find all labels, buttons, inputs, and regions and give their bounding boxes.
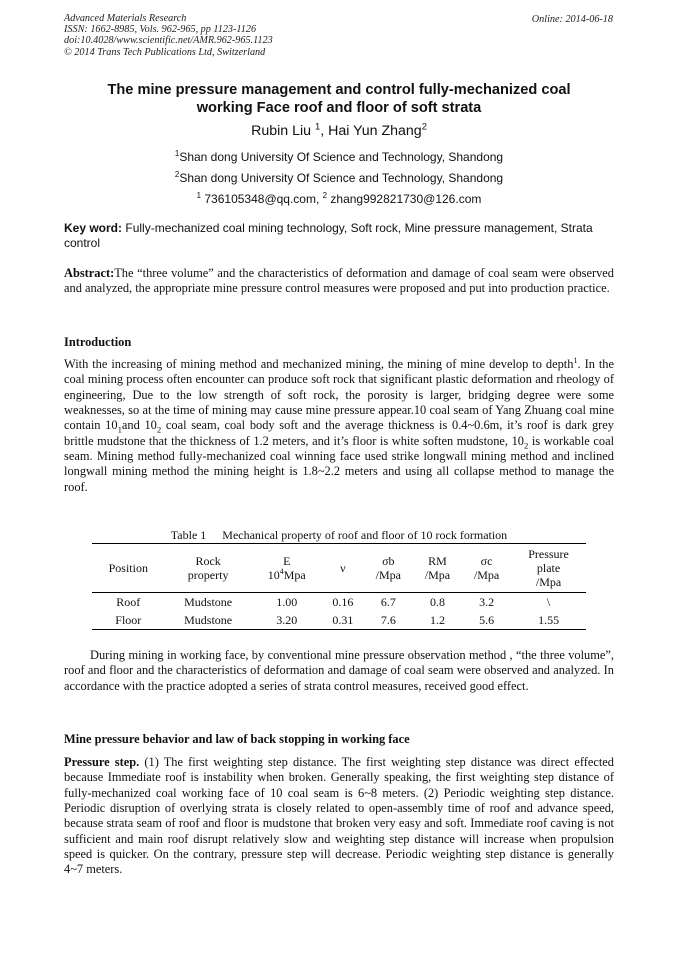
cell-sc: 5.6 [462,611,511,630]
col-sb-line1: σb [382,554,395,568]
email-2-marker: 2 [322,191,328,200]
keywords [64,221,614,251]
post-table-paragraph: During mining in working face, by conventional mine pressure observation method , “the three volume”, roof and floor and the characteristics of deformation and damage of coal seam were observed and analyzed. In accordance with the practice adopted a series of strata control measures, received good effect. [64,648,614,693]
pressure-step-text: (1) The first weighting step distance. The first weighting step distance was direct effected because Immediate roof is instability when broken. Generally speaking, the first weighting step distance of fully-mechanized coal working face of 10 coal seam is 6~8 meters. (2) Periodic weighting step distance. Periodic disruption of overlying strata is closely related to open-assembly time of roof and advance speed, because strata seam of roof and floor is mudstone that broken very easy and soft. Immediate roof caving is not sufficient and main roof disrupt relatively slow and weighting step distance will increase when propulsion speed is quicker. On the contrary, pressure step will decrease. Periodic weighting step distance is generally 4~7 meters. [64,755,614,877]
abstract-label: Abstract: [64,266,115,280]
col-rm-line2: /Mpa [424,568,451,582]
col-e-base: 10 [267,568,280,582]
paper-title [64,82,614,117]
author-1: Rubin Liu [251,123,312,139]
intro-text-b: . In the coal mining process often encounter can produce soft rock that significant plastic deformation and rheology of engineering, Due to the low strength of soft rock, the porosity is larger, bridging degree were some weaknesses, so at the time of mining may cause mine pressure appear.10 coal seam of Yang Zhuang coal mine contain 10 [64,357,614,433]
affiliation-1 [64,150,614,164]
email-2: zhang992821730@126.com [330,192,482,206]
col-pp-line1: Pressure [528,547,569,561]
cell-sb: 6.7 [380,595,396,609]
cell-e: 3.20 [252,611,322,630]
author-separator: , [320,123,329,139]
subscript: 1 [117,424,122,435]
cell-nu: 0.31 [322,611,364,630]
affiliation-2-marker: 2 [174,170,180,179]
author-1-marker: 1 [314,121,321,132]
cell-pp: \ [546,595,551,609]
intro-text-c: and 10 [121,418,157,433]
col-sc-line2: /Mpa [473,568,500,582]
affiliation-2-text: Shan dong University Of Science and Technology, Shandong [179,171,504,185]
email-1-marker: 1 [196,191,202,200]
col-rock-property [165,544,252,593]
col-e [252,544,322,593]
reference-marker: 1 [573,355,578,365]
table-caption [64,528,614,543]
issn-line: ISSN: 1662-8985, Vols. 962-965, pp 1123-1126 [64,24,257,36]
cell-sc: 3.2 [479,595,495,609]
intro-text-d: coal seam, coal body soft and the average thickness is 0.4~0.6m, it’s roof is dark grey brittle mudstone that the thickness of 1.2 meters, and it’s floor is white soften mudstone, 10 [64,418,614,448]
abstract [64,266,614,297]
cell-pp: 1.55 [511,611,586,630]
cell-rm: 0.8 [429,595,445,609]
pressure-step-paragraph [64,755,614,878]
abstract-text: The “three volume” and the characteristics of deformation and damage of coal seam were observed and analyzed, the appropriate mine pressure control measures were proposed and put into production practice. [64,266,614,296]
col-sigma-c [462,544,511,593]
online-date: Online: 2014-06-18 [531,14,613,25]
affiliation-1-marker: 1 [174,149,180,158]
cell-rm: 1.2 [413,611,462,630]
col-rock-line1: Rock [195,554,221,568]
table-caption-text: Mechanical property of roof and floor of 10 rock formation [222,528,508,542]
cell-e: 1.00 [276,595,298,609]
intro-text-a: With the increasing of mining method and mechanized mining, the mining of mine develop to depth [64,357,574,371]
col-sb-line2: /Mpa [375,568,401,582]
cell-nu: 0.16 [332,595,354,609]
col-e-unit: Mpa [283,568,306,582]
col-position: Position [92,544,165,593]
author-2-marker: 2 [421,121,427,132]
col-e-line1: E [283,554,291,568]
col-sigma-b [364,544,413,593]
keywords-text: Fully-mechanized coal mining technology, Soft rock, Mine pressure management, Strata control [64,221,593,250]
title-line-2: working Face roof and floor of soft strata [196,99,482,116]
cell-position: Floor [92,611,165,630]
col-rm-line1: RM [428,554,447,568]
col-nu: ν [322,544,364,593]
section-heading-mine-pressure: Mine pressure behavior and law of back stopping in working face [64,732,410,746]
col-rm [413,544,462,593]
author-2: Hai Yun Zhang [328,123,422,139]
col-pp-line2: plate [536,561,561,575]
intro-text-e: is workable coal seam. Mining method fully-mechanized coal winning face used strike longwall mining method and inclined longwall mining method the mining height is 1.8~2.2 meters and using all collapse method to manage the roof. [64,433,615,494]
col-pressure-plate [511,544,586,593]
table-header-row [92,544,586,593]
col-pp-line3: /Mpa [535,575,562,589]
section-heading-introduction: Introduction [64,335,132,349]
col-rock-line2: property [187,568,229,582]
introduction-paragraph [64,357,614,495]
email-line [64,192,614,206]
subscript: 2 [523,440,529,451]
cell-rock: Mudstone [165,611,252,630]
table-row [92,593,586,612]
col-e-exponent: 4 [279,567,284,576]
table-row [92,611,586,630]
email-1: 736105348@qq.com, [204,192,323,206]
journal-name: Advanced Materials Research [64,13,187,24]
affiliation-1-text: Shan dong University Of Science and Technology, Shandong [179,150,504,164]
cell-sb: 7.6 [364,611,413,630]
subscript: 2 [156,424,162,435]
copyright-line: © 2014 Trans Tech Publications Ltd, Switzerland [64,46,266,58]
author-list [64,122,614,140]
pressure-step-label: Pressure step. [64,755,140,769]
mechanical-property-table [92,543,586,630]
col-e-line2 [254,568,320,582]
doi-line: doi:10.4028/www.scientific.net/AMR.962-965.1123 [64,35,273,47]
cell-rock: Mudstone [184,595,233,609]
affiliation-2 [64,171,614,185]
cell-position: Roof [116,595,141,609]
title-line-1: The mine pressure management and control fully-mechanized coal [107,82,571,98]
journal-header [64,13,273,58]
col-sc-line1: σc [480,554,493,568]
table-caption-number: Table 1 [170,528,207,542]
keywords-label: Key word: [64,221,123,235]
